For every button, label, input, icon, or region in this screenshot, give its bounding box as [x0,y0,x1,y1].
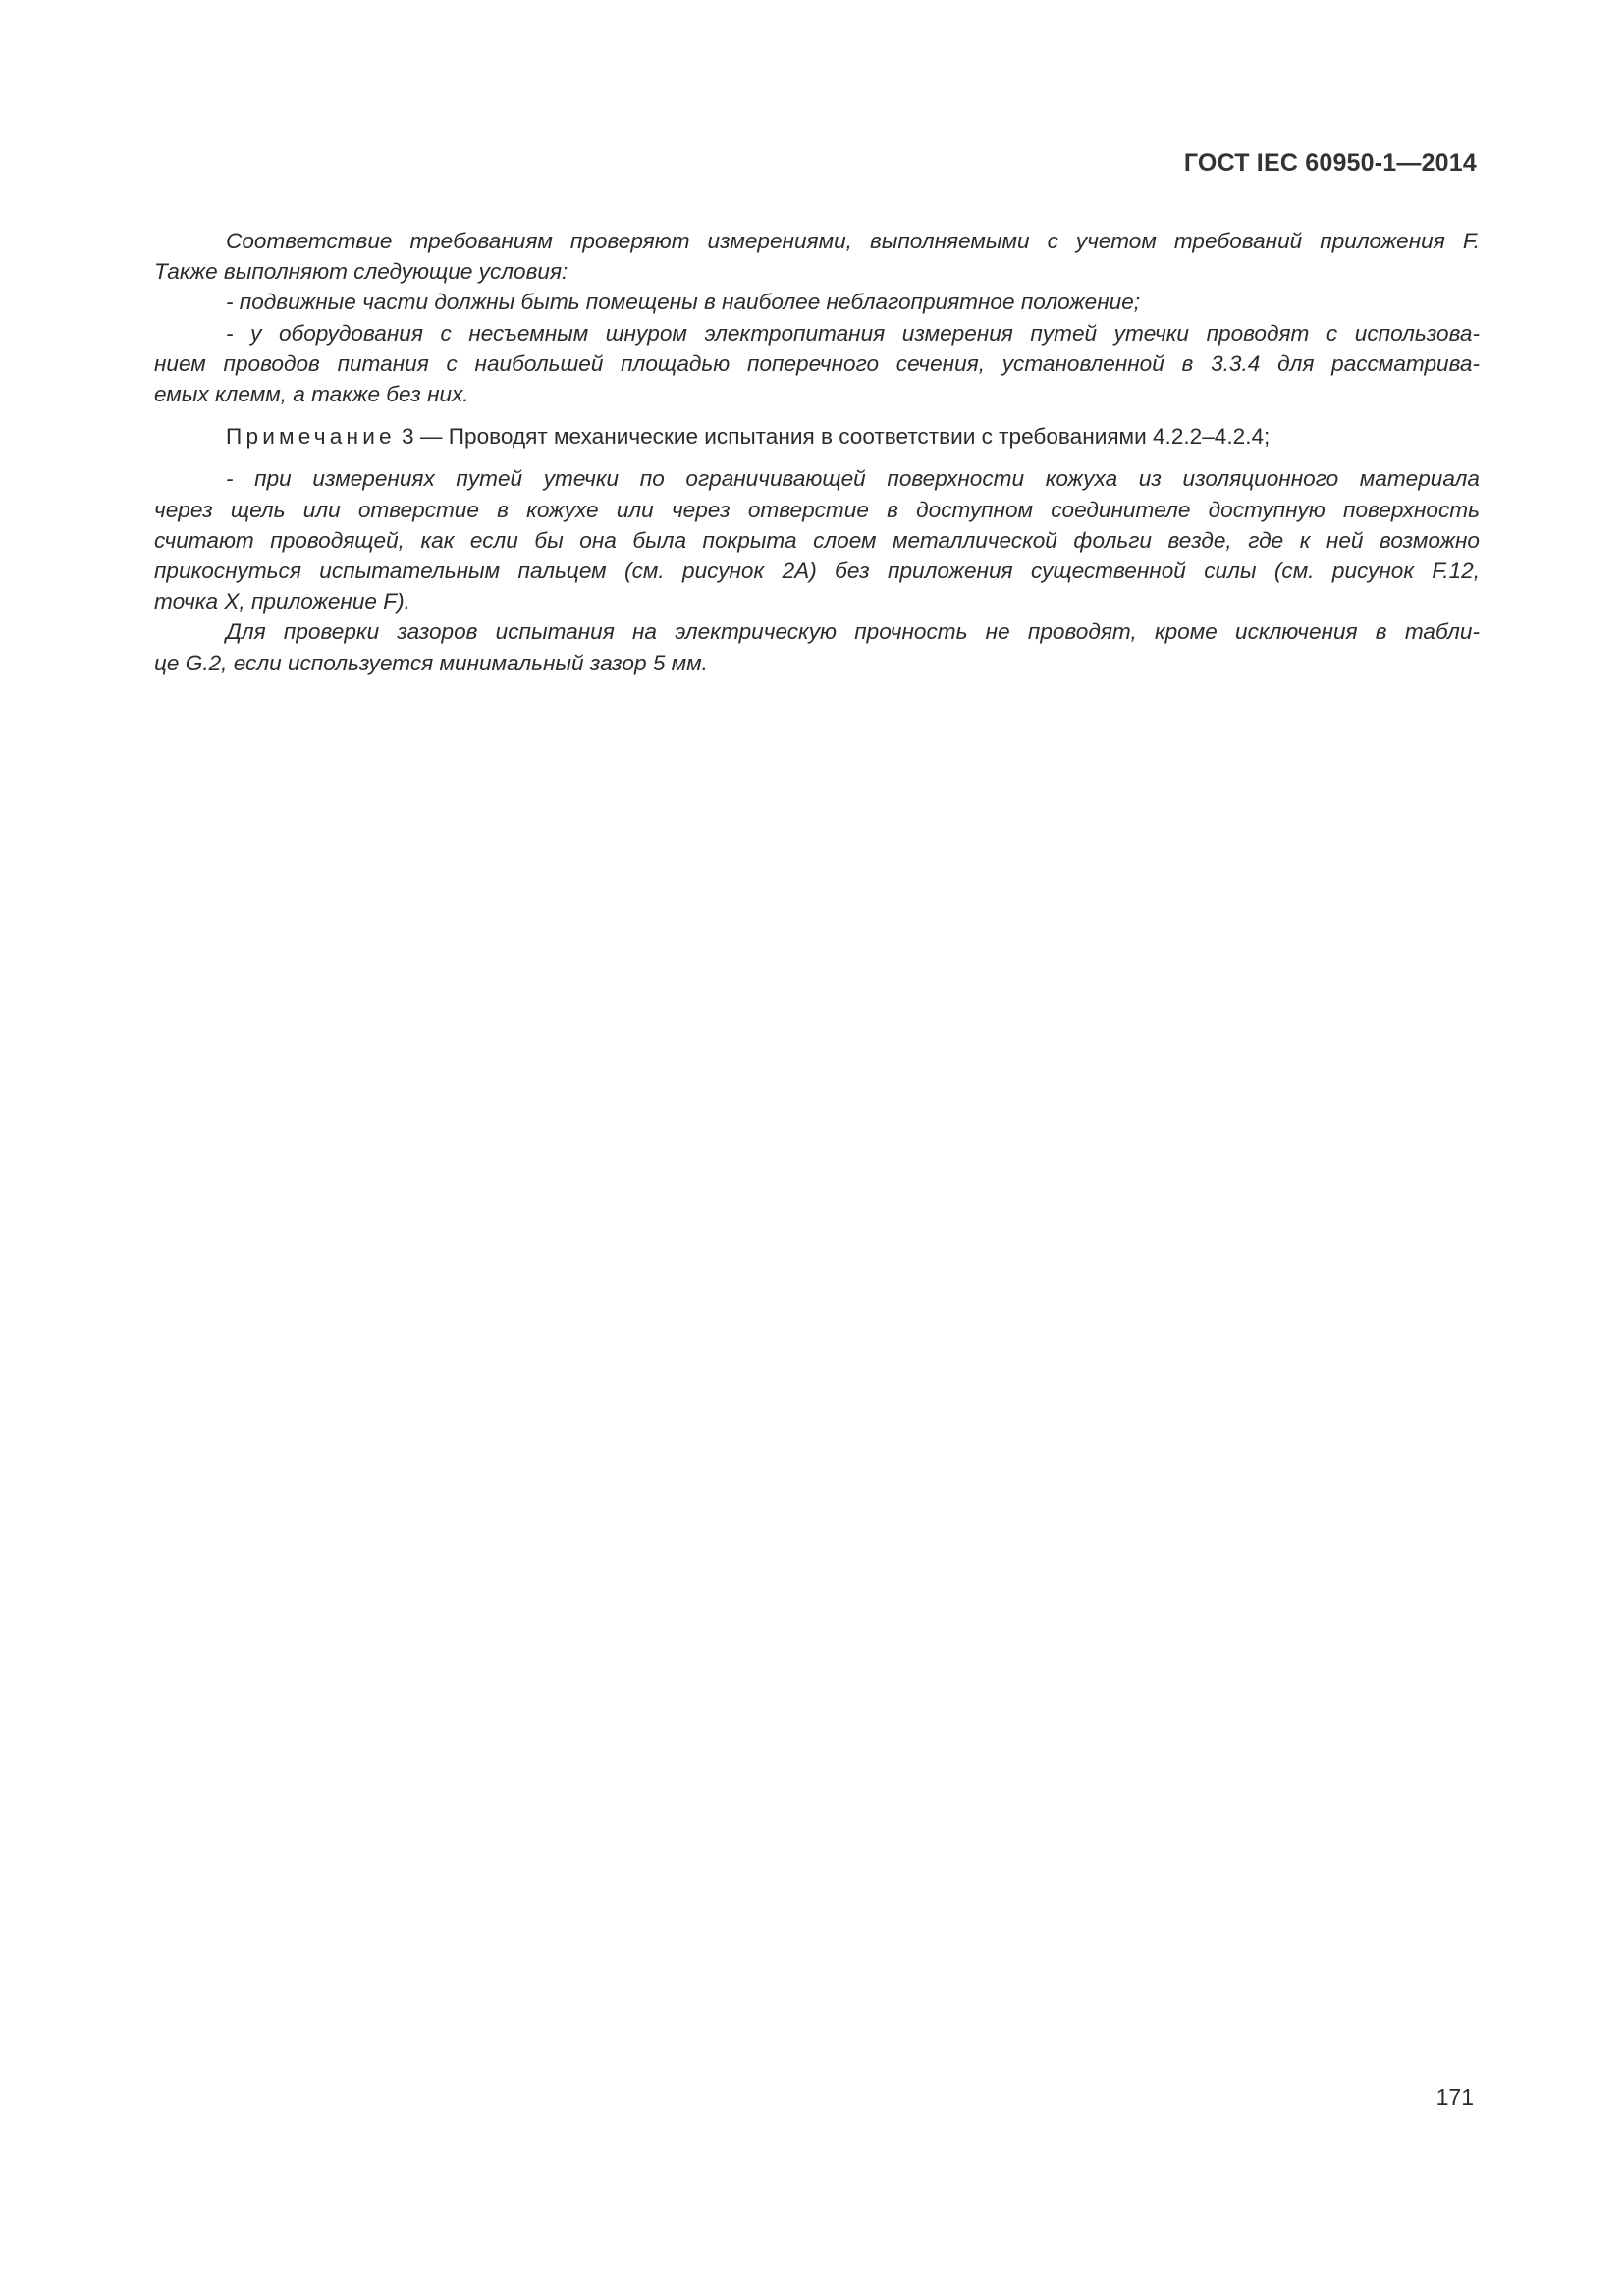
paragraph-clearances [154,616,1480,677]
text-line: нием проводов питания с наибольшей площадью поперечного сечения, установленной в 3.3.4 для рассматрива- [154,350,1480,376]
note-label: Примечание [226,424,396,450]
standard-header: ГОСТ IEC 60950-1—2014 [1183,149,1477,177]
paragraph-compliance [154,226,1480,287]
paragraph-moving-parts [154,287,1480,317]
note-3 [154,421,1480,452]
text-line: через щель или отверстие в кожухе или через отверстие в доступном соединителе доступную поверхность [154,497,1480,522]
text-line: емых клемм, а также без них. [154,382,469,407]
text-line: считают проводящей, как если бы она была покрыта слоем металлической фольги везде, где к ней возможно [154,527,1480,553]
text-line: Также выполняют следующие условия: [154,259,568,285]
text-line: Для проверки зазоров испытания на электрическую прочность не проводят, кроме исключения в табли- [226,619,1480,645]
text-line: прикоснуться испытательным пальцем (см. рисунок 2А) без приложения существенной силы (см. рисунок F.12, [154,559,1480,584]
text-line: це G.2, если используется минимальный зазор 5 мм. [154,650,708,675]
text-line: Соответствие требованиям проверяют измерениями, выполняемыми с учетом требований приложения F. [226,229,1480,253]
note-text: 3 — Проводят механические испытания в соответствии с требованиями 4.2.2–4.2.4; [395,424,1271,450]
text-line: - при измерениях путей утечки по ограничивающей поверхности кожуха из изоляционного материала [226,466,1480,492]
page-number: 171 [1435,2084,1474,2109]
text-line: - у оборудования с несъемным шнуром электропитания измерения путей утечки проводят с использова- [226,320,1480,346]
paragraph-insulating-enclosure [154,463,1480,616]
paragraph-power-cord [154,318,1480,410]
document-body [154,226,1480,678]
text-line: - подвижные части должны быть помещены в наиболее неблагоприятное положение; [226,290,1141,315]
text-line: точка Х, приложение F). [154,589,410,614]
